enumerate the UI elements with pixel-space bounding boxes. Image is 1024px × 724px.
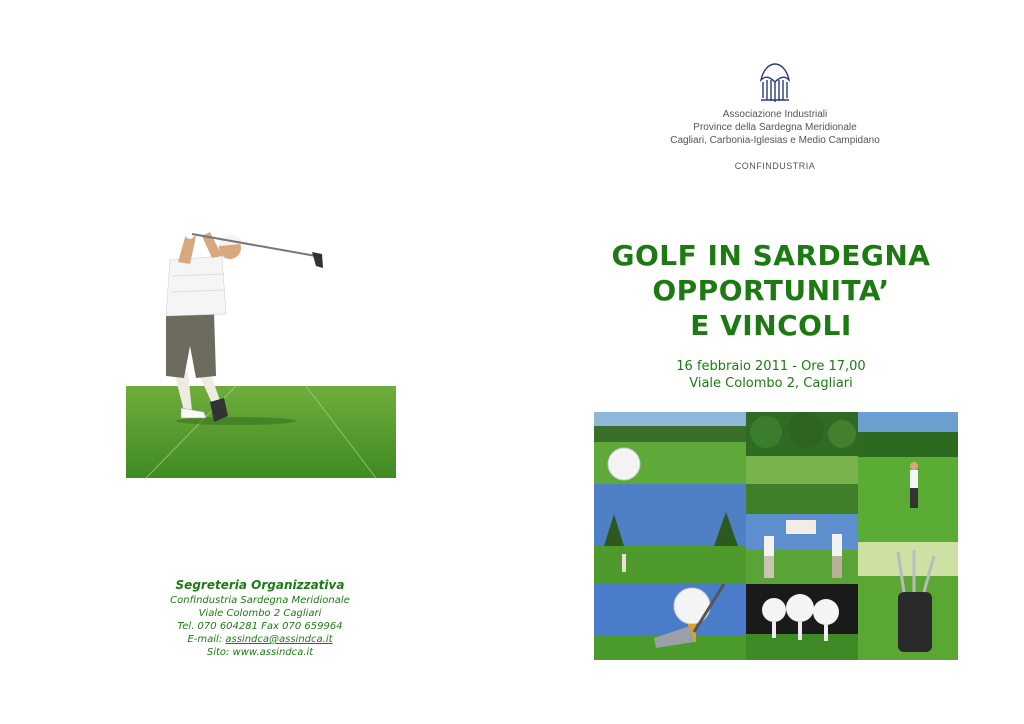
secretariat-org: Confindustria Sardegna Meridionale xyxy=(170,595,350,606)
collage-tile-ball-tee xyxy=(594,584,746,660)
collage-tile-sky-trees xyxy=(594,484,746,584)
secretariat-block xyxy=(150,578,370,659)
collage-tile-golf-bag xyxy=(858,542,958,660)
event-place: Viale Colombo 2, Cagliari xyxy=(689,376,853,391)
title-line-2: OPPORTUNITA’ xyxy=(652,274,890,307)
secretariat-address: Viale Colombo 2 Cagliari xyxy=(198,608,322,619)
association-logo xyxy=(650,60,900,171)
event-date-time: 16 febbraio 2011 - Ore 17,00 xyxy=(676,359,866,374)
event-info xyxy=(600,358,942,392)
collage-tile-two-golfers xyxy=(746,514,858,584)
title-line-3: E VINCOLI xyxy=(690,309,852,342)
collage-tile-green-landscape xyxy=(746,484,858,514)
collage-tile-ball-course xyxy=(594,412,746,484)
golfer-photo xyxy=(126,226,396,478)
eagle-emblem-icon xyxy=(755,60,795,104)
secretariat-title: Segreteria Organizzativa xyxy=(175,578,345,592)
collage-tile-fairway-trees xyxy=(746,412,858,484)
collage-tile-golfer-fairway xyxy=(858,412,958,542)
logo-line-2: Province della Sardegna Meridionale xyxy=(693,122,857,133)
secretariat-phone: Tel. 070 604281 Fax 070 659964 xyxy=(177,621,343,632)
event-title xyxy=(590,238,952,343)
logo-brand: CONFINDUSTRIA xyxy=(734,161,816,171)
title-line-1: GOLF IN SARDEGNA xyxy=(611,239,931,272)
golfer-illustration xyxy=(126,226,396,478)
golf-collage xyxy=(594,412,958,660)
collage-tile-three-balls xyxy=(746,584,858,660)
email-label: E-mail: xyxy=(187,634,226,645)
secretariat-email-line xyxy=(150,633,370,646)
logo-line-1: Associazione Industriali xyxy=(722,109,828,120)
logo-line-3: Cagliari, Carbonia-Iglesias e Medio Campidano xyxy=(670,135,880,146)
secretariat-site: Sito: www.assindca.it xyxy=(206,647,314,658)
email-link[interactable]: assindca@assindca.it xyxy=(225,634,333,645)
